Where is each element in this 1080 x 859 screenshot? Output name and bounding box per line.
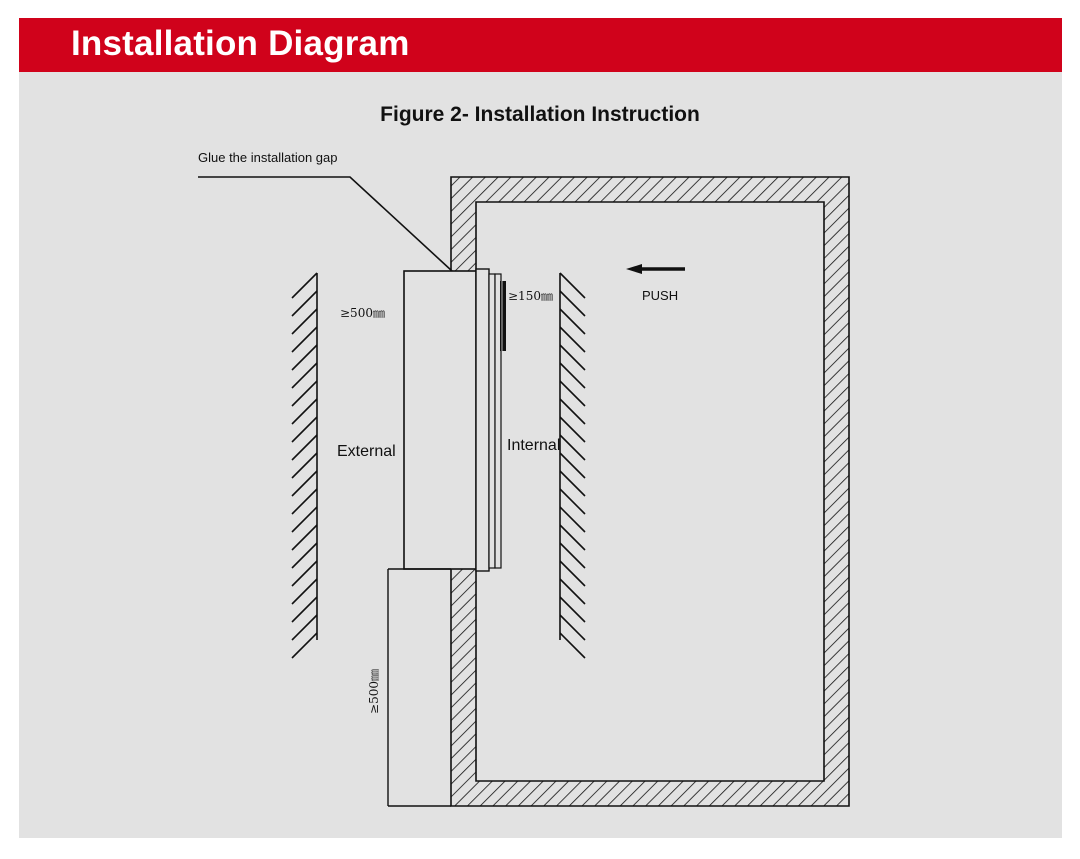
page-title: Installation Diagram xyxy=(71,24,410,63)
push-label: PUSH xyxy=(642,288,679,303)
unit-external-body xyxy=(404,271,476,569)
internal-label: Internal xyxy=(507,437,561,454)
external-label: External xyxy=(337,443,396,460)
left-clearance-label: ≥500㎜ xyxy=(340,306,385,320)
cabinet-wall xyxy=(451,177,849,806)
figure-title: Figure 2- Installation Instruction xyxy=(380,103,700,126)
ac-unit xyxy=(404,269,506,571)
bottom-clearance-dimension xyxy=(388,569,451,806)
fan-grille xyxy=(500,281,506,351)
bottom-clearance-label: ≥500㎜ xyxy=(366,669,381,714)
unit-internal-plate xyxy=(489,274,495,568)
glue-leader-line xyxy=(198,177,452,271)
fan-clearance-label: ≥150㎜ xyxy=(508,289,553,303)
glue-gap-label: Glue the installation gap xyxy=(198,150,338,165)
push-arrow-icon xyxy=(626,264,685,274)
left-obstruction-wall xyxy=(292,273,317,658)
unit-flange xyxy=(476,269,489,571)
right-obstruction-wall xyxy=(560,273,585,658)
